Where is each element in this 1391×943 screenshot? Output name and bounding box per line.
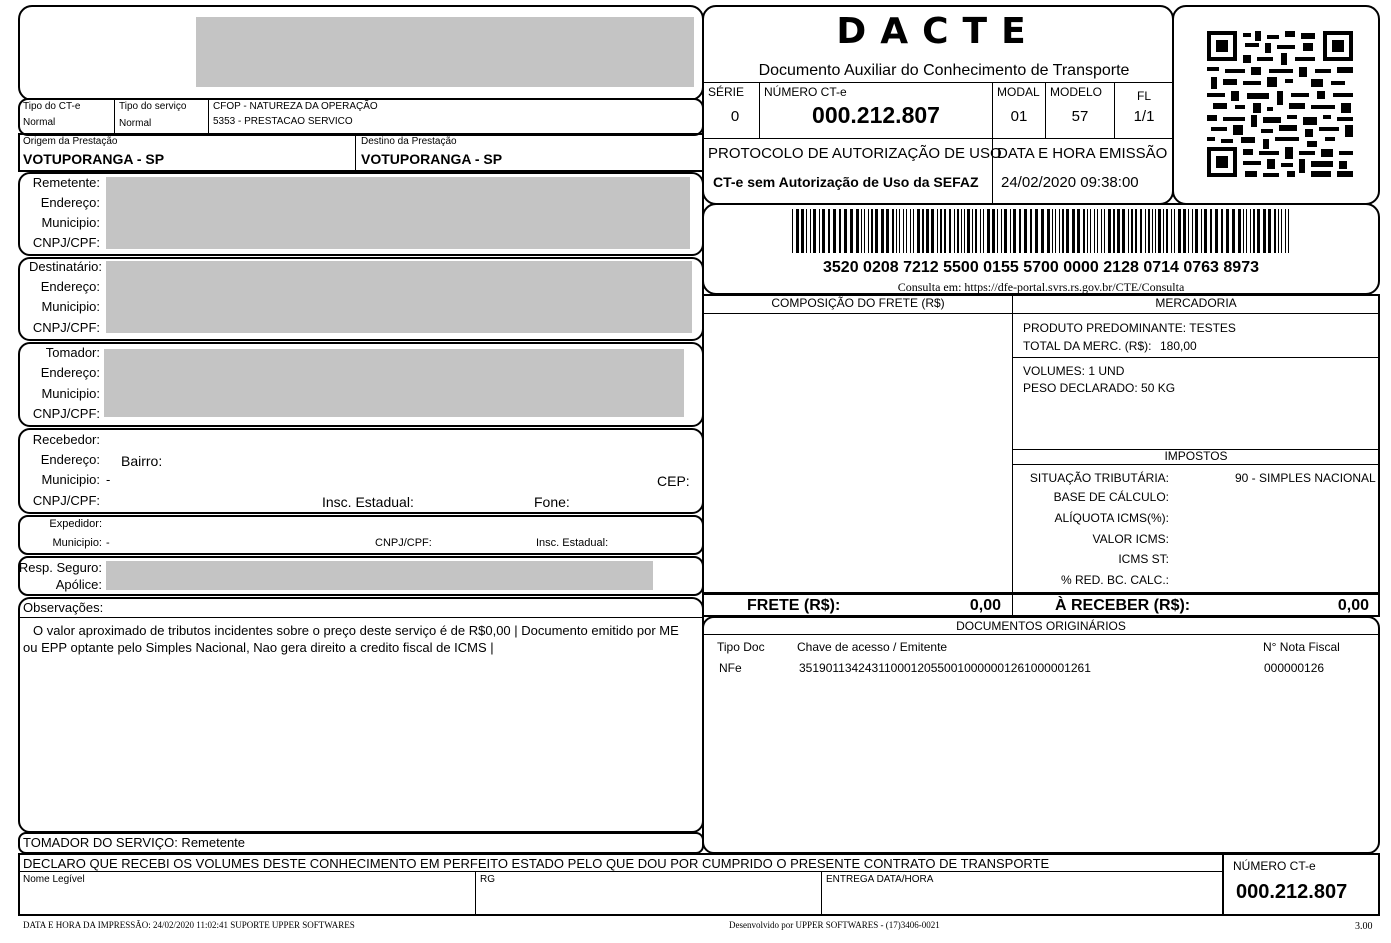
total-merc-label: TOTAL DA MERC. (R$):: [1023, 339, 1152, 353]
recebedor-municipio-label: Municipio:: [41, 472, 100, 487]
recebedor-endereco-label: Endereço:: [40, 452, 100, 467]
emissao-value: 24/02/2020 09:38:00: [1001, 174, 1139, 191]
tipo-servico-value: Normal: [119, 118, 152, 129]
produto-predominante: PRODUTO PREDOMINANTE: TESTES: [1023, 321, 1236, 335]
destino-value: VOTUPORANGA - SP: [361, 151, 503, 167]
footer-desenvolvido: Desenvolvido por UPPER SOFTWARES - (17)3406-0021: [729, 920, 940, 930]
base-calculo-label: BASE DE CÁLCULO:: [1053, 490, 1169, 504]
tomador-label: Tomador:: [45, 345, 100, 360]
origem-value: VOTUPORANGA - SP: [23, 151, 165, 167]
tomador-servico-text: TOMADOR DO SERVIÇO: Remetente: [23, 835, 246, 850]
expedidor-cnpj-label: CNPJ/CPF:: [375, 537, 432, 549]
recebedor-bairro-label: Bairro:: [121, 453, 163, 469]
numero-value: 000.212.807: [812, 102, 940, 128]
declaracao-text: DECLARO QUE RECEBI OS VOLUMES DESTE CONHECIMENTO EM PERFEITO ESTADO PELO QUE DOU POR CUMPRIDO O PRESENTE CONTRATO DE TRANSPORTE: [23, 856, 1050, 871]
footer-versao: 3.00: [1355, 921, 1373, 932]
rg-label: RG: [480, 874, 495, 885]
expedidor-box: [18, 515, 704, 555]
frete-label: FRETE (R$):: [747, 597, 841, 614]
modelo-label: MODELO: [1050, 85, 1103, 99]
tomador-cnpj-label: CNPJ/CPF:: [32, 406, 100, 421]
recebedor-municipio-value: -: [106, 472, 111, 487]
protocolo-label: PROTOCOLO DE AUTORIZAÇÃO DE USO: [708, 145, 1002, 162]
tomador-redacted: [104, 349, 684, 417]
tipo-servico-label: Tipo do serviço: [119, 101, 187, 112]
protocolo-value: CT-e sem Autorização de Uso da SEFAZ: [713, 174, 979, 190]
recebedor-insc-label: Insc. Estadual:: [322, 494, 414, 510]
consulta-url: Consulta em: https://dfe-portal.svrs.rs.gov.br/CTE/Consulta: [897, 280, 1185, 294]
numero-label: NÚMERO CT-e: [764, 85, 847, 99]
red-bc-label: % RED. BC. CALC.:: [1060, 573, 1169, 587]
recebedor-fone-label: Fone:: [534, 494, 570, 510]
canhoto-numero-value: 000.212.807: [1236, 881, 1348, 903]
serie-label: SÉRIE: [708, 85, 745, 99]
footer-impressao: DATA E HORA DA IMPRESSÃO: 24/02/2020 11:02:41 SUPORTE UPPER SOFTWARES: [23, 920, 355, 930]
cfop-label: CFOP - NATUREZA DA OPERAÇÃO: [213, 101, 378, 112]
modal-value: 01: [1010, 108, 1028, 125]
cfop-value: 5353 - PRESTACAO SERVICO: [213, 116, 353, 127]
doc-row-tipo: NFe: [719, 661, 742, 675]
expedidor-municipio-value: -: [106, 537, 110, 549]
expedidor-insc-label: Insc. Estadual:: [536, 537, 609, 549]
observacoes-line2: ou EPP optante pelo Simples Nacional, Nao gera direito a credito fiscal de ICMS |: [23, 640, 494, 655]
modelo-value: 57: [1071, 108, 1089, 125]
canhoto-numero-label: NÚMERO CT-e: [1233, 859, 1316, 873]
emissao-label: DATA E HORA EMISSÃO: [997, 145, 1168, 162]
serie-value: 0: [730, 108, 740, 125]
resp-seguro-label: Resp. Seguro:: [18, 560, 102, 575]
tomador-endereco-label: Endereço:: [40, 365, 100, 380]
volumes: VOLUMES: 1 UND: [1023, 364, 1125, 378]
nome-legivel-label: Nome Legível: [23, 874, 85, 885]
destinatario-label: Destinatário:: [29, 259, 102, 274]
dacte-subtitle: Documento Auxiliar do Conhecimento de Transporte: [758, 62, 1130, 79]
peso-declarado: PESO DECLARADO: 50 KG: [1023, 381, 1176, 395]
col-nota-fiscal: N° Nota Fiscal: [1263, 640, 1340, 654]
dacte-title: DACTE: [836, 11, 1040, 52]
doc-row-nf: 000000126: [1264, 661, 1325, 675]
destinatario-redacted: [106, 261, 692, 333]
emitente-redacted: [196, 17, 694, 87]
observacoes-line1: O valor aproximado de tributos incidentes sobre o preço deste serviço é de R$0,00 | Documento emitido por ME: [33, 623, 679, 638]
qr-code-icon: [1207, 31, 1353, 177]
tipo-cte-value: Normal: [23, 117, 56, 128]
receber-label: À RECEBER (R$):: [1055, 597, 1191, 614]
situacao-value: 90 - SIMPLES NACIONAL: [1235, 471, 1376, 485]
remetente-cnpj-label: CNPJ/CPF:: [32, 235, 100, 250]
col-chave: Chave de acesso / Emitente: [797, 640, 948, 654]
remetente-endereco-label: Endereço:: [40, 195, 100, 210]
tipo-cte-label: Tipo do CT-e: [23, 101, 81, 112]
fl-value: 1/1: [1133, 108, 1155, 125]
seguro-redacted: [106, 561, 653, 590]
recebedor-cnpj-label: CNPJ/CPF:: [32, 493, 100, 508]
impostos-title: IMPOSTOS: [1164, 449, 1228, 463]
entrega-label: ENTREGA DATA/HORA: [826, 874, 934, 885]
valor-icms-label: VALOR ICMS:: [1092, 532, 1169, 546]
doc-row-chave: 35190113424311000120550010000001261000001261: [799, 661, 1091, 675]
total-merc-value: 180,00: [1160, 339, 1197, 353]
expedidor-label: Expedidor:: [49, 518, 102, 530]
mercadoria-title: MERCADORIA: [1155, 296, 1237, 310]
destinatario-municipio-label: Municipio:: [41, 299, 100, 314]
modal-label: MODAL: [997, 85, 1040, 99]
remetente-municipio-label: Municipio:: [41, 215, 100, 230]
aliquota-label: ALÍQUOTA ICMS(%):: [1054, 511, 1169, 525]
apolice-label: Apólice:: [55, 577, 102, 592]
chave-acesso: 3520 0208 7212 5500 0155 5700 0000 2128 0714 0763 8973: [823, 259, 1259, 276]
tomador-municipio-label: Municipio:: [41, 386, 100, 401]
receber-value: 0,00: [1337, 597, 1369, 614]
destino-label: Destino da Prestação: [361, 136, 457, 147]
recebedor-label: Recebedor:: [32, 432, 100, 447]
frete-value: 0,00: [969, 597, 1001, 614]
documentos-title: DOCUMENTOS ORIGINÁRIOS: [956, 619, 1126, 633]
icms-st-label: ICMS ST:: [1118, 552, 1169, 566]
destinatario-cnpj-label: CNPJ/CPF:: [32, 320, 100, 335]
composicao-title: COMPOSIÇÃO DO FRETE (R$): [771, 296, 945, 310]
recebedor-cep-label: CEP:: [657, 473, 690, 489]
observacoes-label: Observações:: [23, 600, 104, 615]
situacao-label: SITUAÇÃO TRIBUTÁRIA:: [1029, 471, 1169, 485]
remetente-label: Remetente:: [32, 175, 100, 190]
col-tipo-doc: Tipo Doc: [717, 640, 765, 654]
remetente-redacted: [106, 177, 690, 249]
origem-label: Origem da Prestação: [23, 136, 118, 147]
expedidor-municipio-label: Municipio:: [52, 537, 102, 549]
destinatario-endereco-label: Endereço:: [40, 279, 100, 294]
fl-label: FL: [1136, 89, 1151, 103]
barcode-icon: [792, 209, 1292, 253]
